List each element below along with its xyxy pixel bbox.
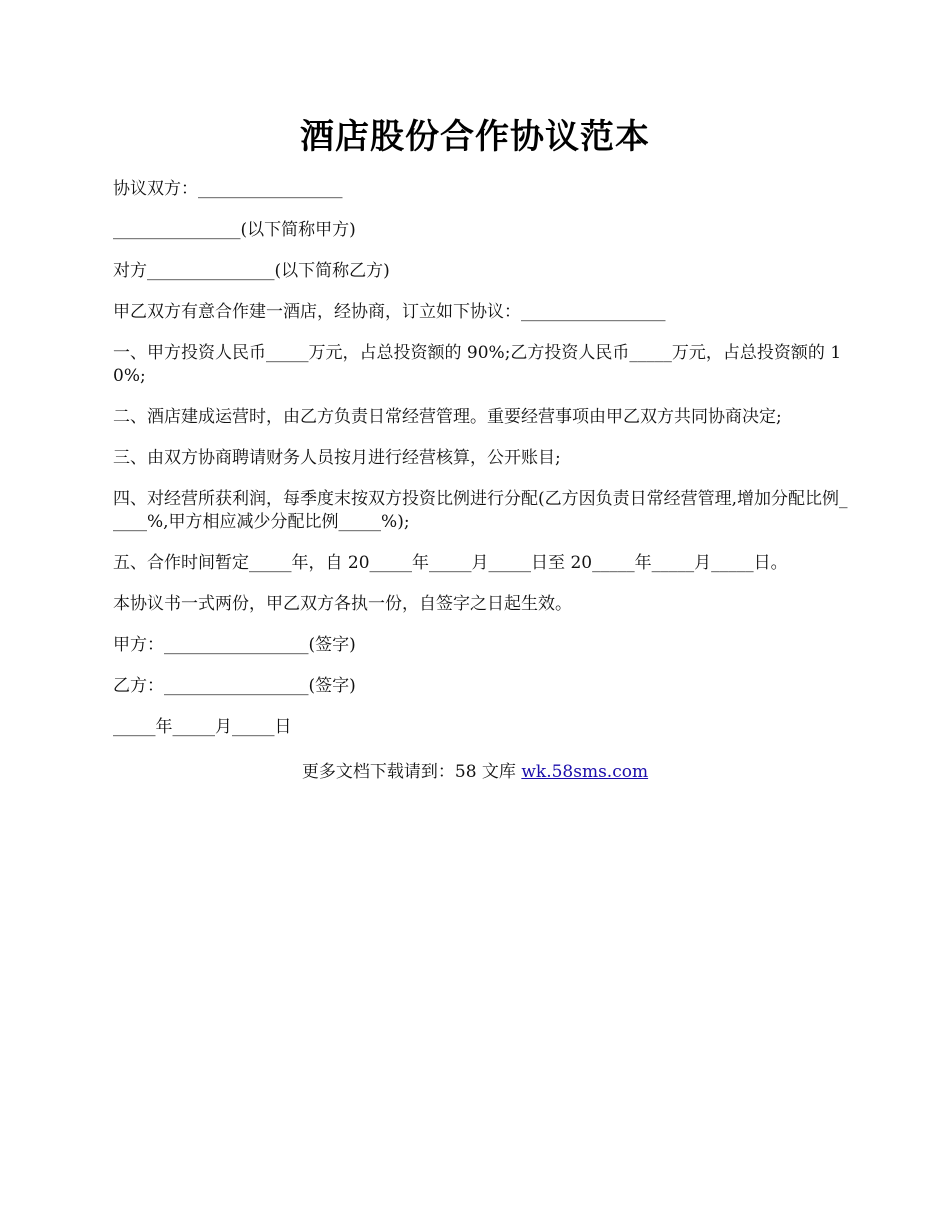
- clause-4: 四、对经营所获利润，每季度末按双方投资比例进行分配(乙方因负责日常经营管理,增加分配比例_____%,甲方相应减少分配比例_____%);: [113, 489, 848, 532]
- party-a-signature: 甲方：_________________(签字): [113, 635, 356, 655]
- agreement-parties-line: 协议双方：_________________: [113, 179, 343, 199]
- clause-5: 五、合作时间暂定_____年，自 20_____年_____月_____日至 20_____年_____月_____日。: [113, 553, 788, 573]
- effectiveness-paragraph: 本协议书一式两份，甲乙双方各执一份，自签字之日起生效。: [113, 594, 572, 614]
- party-b-signature: 乙方：_________________(签字): [113, 676, 356, 696]
- footer-link[interactable]: wk.58sms.com: [521, 762, 649, 782]
- intent-paragraph: 甲乙双方有意合作建一酒店，经协商，订立如下协议：_________________: [113, 302, 666, 322]
- document-body: [113, 178, 853, 757]
- clause-1: 一、甲方投资人民币_____万元，占总投资额的 90%;乙方投资人民币_____万元，占总投资额的 10%;: [113, 343, 842, 386]
- footer: [0, 760, 950, 784]
- footer-prefix: 更多文档下载请到：58 文库: [301, 762, 522, 782]
- document-title: 酒店股份合作协议范本: [300, 117, 650, 157]
- clause-3: 三、由双方协商聘请财务人员按月进行经营核算，公开账目;: [113, 448, 561, 468]
- clause-2: 二、酒店建成运营时，由乙方负责日常经营管理。重要经营事项由甲乙双方共同协商决定;: [113, 407, 782, 427]
- date-line: _____年_____月_____日: [113, 717, 292, 737]
- party-b-line: 对方_______________(以下简称乙方): [113, 261, 390, 281]
- party-a-line: _______________(以下简称甲方): [113, 220, 356, 240]
